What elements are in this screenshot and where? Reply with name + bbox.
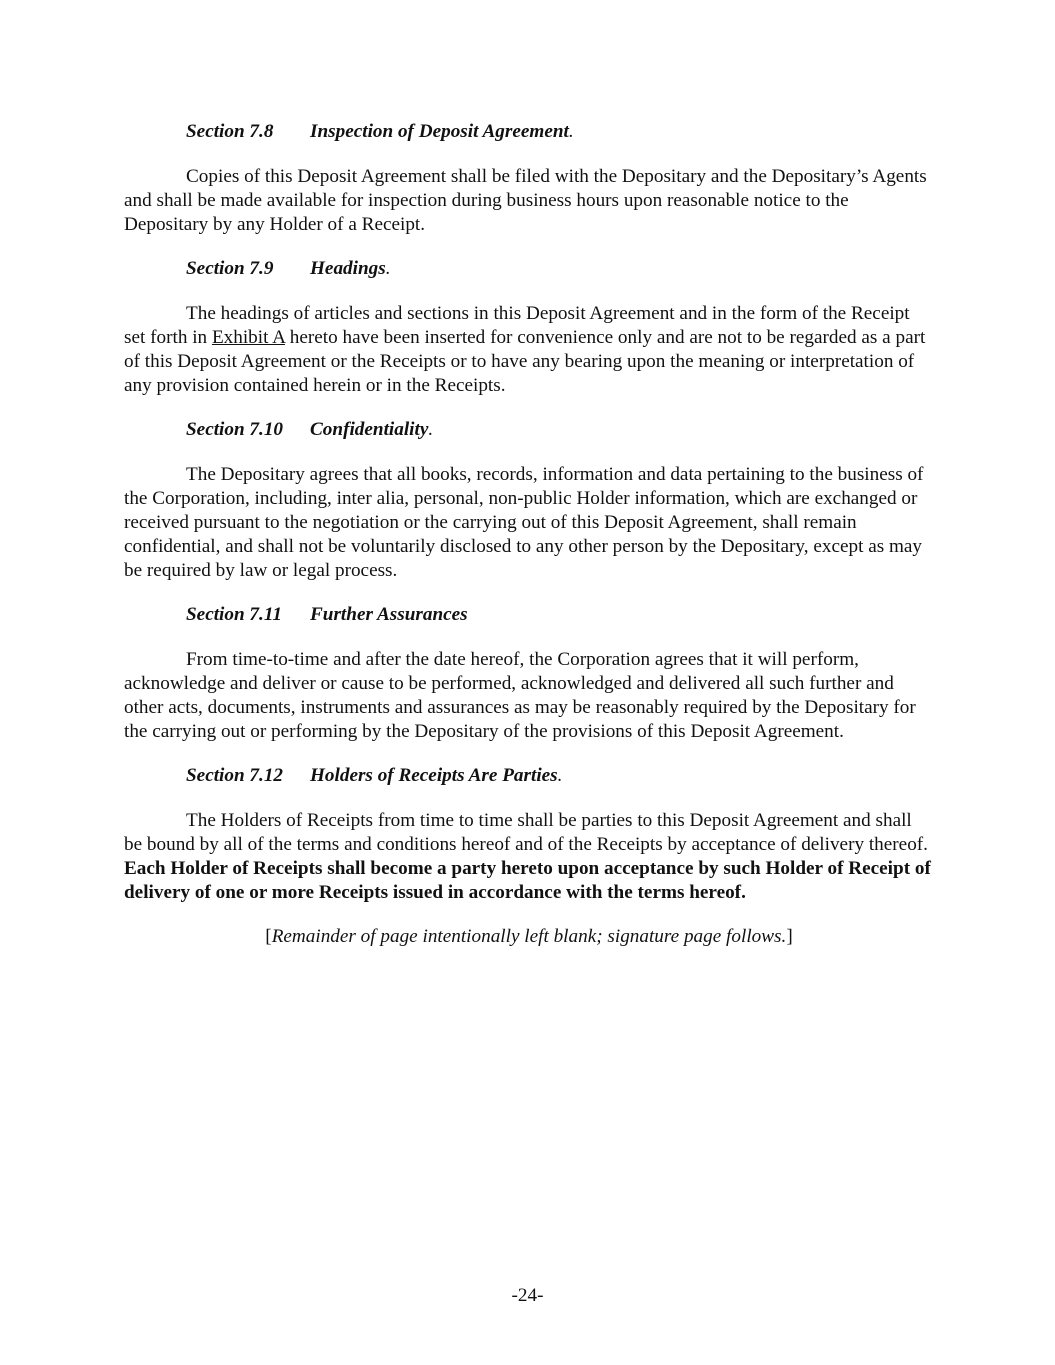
section-body-7-11: From time-to-time and after the date hereof, the Corporation agrees that it will perform, acknowledge and deliver or cause to be performed, acknowledged and delivered all such further and other acts, documents, instruments and assurances as may be reasonably required by the Depositary for the carrying out or performing by the Depositary of the provisions of this Deposit Agreement. bbox=[124, 649, 916, 742]
section-title: Headings bbox=[310, 258, 386, 279]
body-text: The Holders of Receipts from time to time shall be parties to this Deposit Agreement and shall be bound by all of the terms and conditions hereof and of the Receipts by acceptance of delivery thereof. bbox=[124, 810, 928, 855]
section-title-period: . bbox=[385, 258, 391, 279]
section-number: Section 7.8 bbox=[186, 121, 274, 142]
bracket-close: ] bbox=[786, 926, 793, 947]
section-title: Further Assurances bbox=[310, 604, 468, 625]
section-title: Confidentiality bbox=[310, 419, 429, 440]
section-body-7-10: The Depositary agrees that all books, records, information and data pertaining to the business of the Corporation, including, inter alia, personal, non-public Holder information, which are exchanged or received pursuant to the negotiation or the carrying out of this Deposit Agreement, shall remain confidential, and shall not be voluntarily disclosed to any other person by the Depositary, except as may be required by law or legal process. bbox=[124, 464, 924, 581]
section-title-period: . bbox=[557, 765, 563, 786]
section-number: Section 7.11 bbox=[186, 604, 282, 625]
body-text-bold: Each Holder of Receipts shall become a party hereto upon acceptance by such Holder of Receipt of delivery of one or more Receipts issued in accordance with the terms hereof. bbox=[124, 858, 931, 903]
section-number: Section 7.10 bbox=[186, 419, 284, 440]
section-title-period: . bbox=[568, 121, 574, 142]
section-body-7-8: Copies of this Deposit Agreement shall be filed with the Depositary and the Depositary’s Agents and shall be made available for inspection during business hours upon reasonable notice to the Depositary by any Holder of a Receipt. bbox=[124, 166, 927, 235]
section-heading-7-12 bbox=[124, 764, 934, 788]
section-heading-7-9 bbox=[124, 257, 934, 281]
page-number: -24- bbox=[511, 1285, 544, 1306]
section-heading-7-8 bbox=[124, 120, 934, 144]
remainder-note bbox=[124, 925, 934, 949]
section-title-period: . bbox=[428, 419, 434, 440]
section-title: Holders of Receipts Are Parties bbox=[310, 765, 558, 786]
bracket-open: [ bbox=[265, 926, 272, 947]
remainder-text: Remainder of page intentionally left blank; signature page follows. bbox=[271, 926, 787, 947]
section-number: Section 7.12 bbox=[186, 765, 284, 786]
body-text: The headings of articles and sections in this Deposit Agreement and in the form of the Receipt set forth in bbox=[124, 303, 910, 348]
section-heading-7-10 bbox=[124, 418, 934, 442]
section-body-7-9 bbox=[124, 302, 934, 398]
exhibit-a-reference: Exhibit A bbox=[211, 327, 285, 348]
section-heading-7-11 bbox=[124, 603, 934, 627]
section-title: Inspection of Deposit Agreement bbox=[310, 121, 569, 142]
section-number: Section 7.9 bbox=[186, 258, 274, 279]
section-body-7-12 bbox=[124, 809, 934, 905]
document-page bbox=[124, 120, 934, 949]
body-text: hereto have been inserted for convenience only and are not to be regarded as a part of this Deposit Agreement or the Receipts or to have any bearing upon the meaning or interpretation of any provision contained herein or in the Receipts. bbox=[124, 327, 926, 396]
